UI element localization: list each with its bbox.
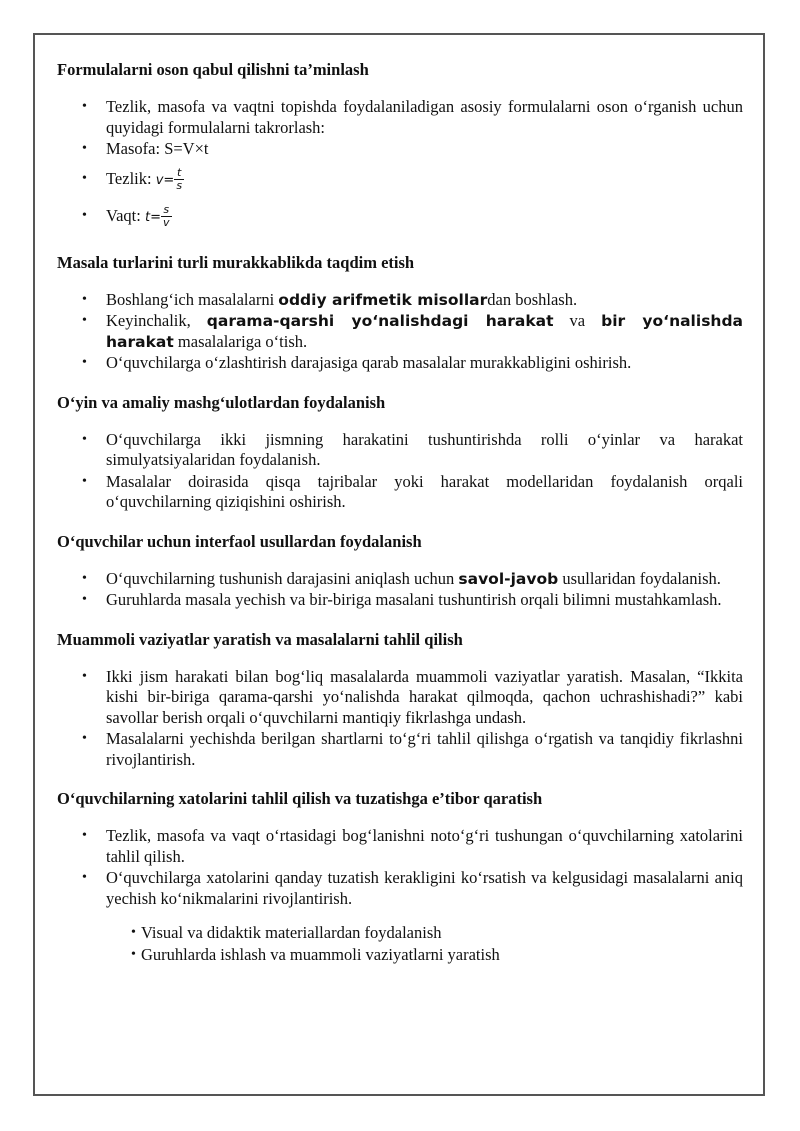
bullet-list bbox=[57, 826, 743, 909]
list-item: • Boshlang‘ich masalalarni oddiy arifmetik misollardan boshlash. bbox=[57, 290, 743, 311]
fraction-denominator: v bbox=[162, 216, 170, 230]
fraction bbox=[174, 167, 184, 192]
list-item: • Guruhlarda ishlash va muammoli vaziyatlarni yaratish bbox=[57, 945, 743, 966]
list-item: • Masalalarni yechishda berilgan shartlarni to‘g‘ri tahlil qilishga o‘rgatish va tanqidiy fikrlashni rivojlantirish. bbox=[57, 729, 743, 770]
section-heading: Masala turlarini turli murakkablikda taqdim etish bbox=[57, 252, 415, 272]
list-item: • Visual va didaktik materiallardan foydalanish bbox=[57, 923, 743, 944]
fraction-numerator: t bbox=[174, 167, 184, 180]
formula-lhs: v= bbox=[155, 172, 175, 188]
bullet-list bbox=[57, 569, 743, 611]
list-item: • Tezlik, masofa va vaqtni topishda foydalaniladigan asosiy formulalarni oson o‘rganish uchun quyidagi formulalarni takrorlash: bbox=[57, 97, 743, 138]
document-body bbox=[57, 40, 743, 966]
sub-bullet-list bbox=[57, 923, 743, 965]
formula-lhs: t= bbox=[144, 209, 161, 225]
list-item: • O‘quvchilarga o‘zlashtirish darajasiga qarab masalalar murakkabligini oshirish. bbox=[57, 353, 743, 374]
bullet-list bbox=[57, 97, 743, 234]
section-heading: Muammoli vaziyatlar yaratish va masalalarni tahlil qilish bbox=[57, 629, 463, 649]
list-item: • O‘quvchilarning tushunish darajasini aniqlash uchun savol-javob usullaridan foydalanish. bbox=[57, 569, 743, 590]
formula-label: Tezlik: bbox=[106, 168, 152, 188]
fraction-numerator: s bbox=[161, 204, 172, 217]
list-item-time-formula bbox=[57, 198, 743, 234]
list-item-speed-formula bbox=[57, 161, 743, 197]
formula-label: Vaqt: bbox=[106, 205, 141, 225]
bullet-list bbox=[57, 290, 743, 374]
fraction-denominator: s bbox=[176, 179, 183, 193]
section-heading: O‘yin va amaliy mashg‘ulotlardan foydalanish bbox=[57, 392, 386, 412]
list-item: • O‘quvchilarga xatolarini qanday tuzatish kerakligini ko‘rsatish va kelgusidagi masalalarni aniq yechish ko‘nikmalarini rivojlantirish. bbox=[57, 868, 743, 909]
section-heading: O‘quvchilarning xatolarini tahlil qilish va tuzatishga e’tibor qaratish bbox=[57, 789, 543, 808]
section-heading: O‘quvchilar uchun interfaol usullardan foydalanish bbox=[57, 531, 422, 551]
list-item: • Keyinchalik, qarama-qarshi yo‘nalishdagi harakat va bir yo‘nalishda harakat masalalariga o‘tish. bbox=[57, 311, 743, 352]
list-item: • Masofa: S=V×t bbox=[57, 139, 743, 160]
section-heading: Formulalarni oson qabul qilishni ta’minlash bbox=[57, 60, 369, 79]
list-item: • Guruhlarda masala yechish va bir-biriga masalani tushuntirish orqali bilimni mustahkamlash. bbox=[57, 590, 743, 611]
list-item: • Tezlik, masofa va vaqt o‘rtasidagi bog‘lanishni noto‘g‘ri tushungan o‘quvchilarning xatolarini tahlil qilish. bbox=[57, 826, 743, 867]
list-item: • Ikki jism harakati bilan bog‘liq masalalarda muammoli vaziyatlar yaratish. Masalan, “Ikkita kishi bir-biriga qarama-qarshi yo‘nalishda harakat qilmoqda, qachon uchrashishadi?” kabi savollar berish orqali o‘quvchilarni mantiqiy fikrlashga undash. bbox=[57, 667, 743, 729]
bullet-list bbox=[57, 430, 743, 513]
list-item: • Masalalar doirasida qisqa tajribalar yoki harakat modellaridan foydalanish orqali o‘quvchilarning qiziqishini oshirish. bbox=[57, 472, 743, 513]
bullet-list bbox=[57, 667, 743, 771]
list-item: • O‘quvchilarga ikki jismning harakatini tushuntirishda rolli o‘yinlar va harakat simulyatsiyalaridan foydalanish. bbox=[57, 430, 743, 471]
fraction bbox=[161, 204, 172, 229]
